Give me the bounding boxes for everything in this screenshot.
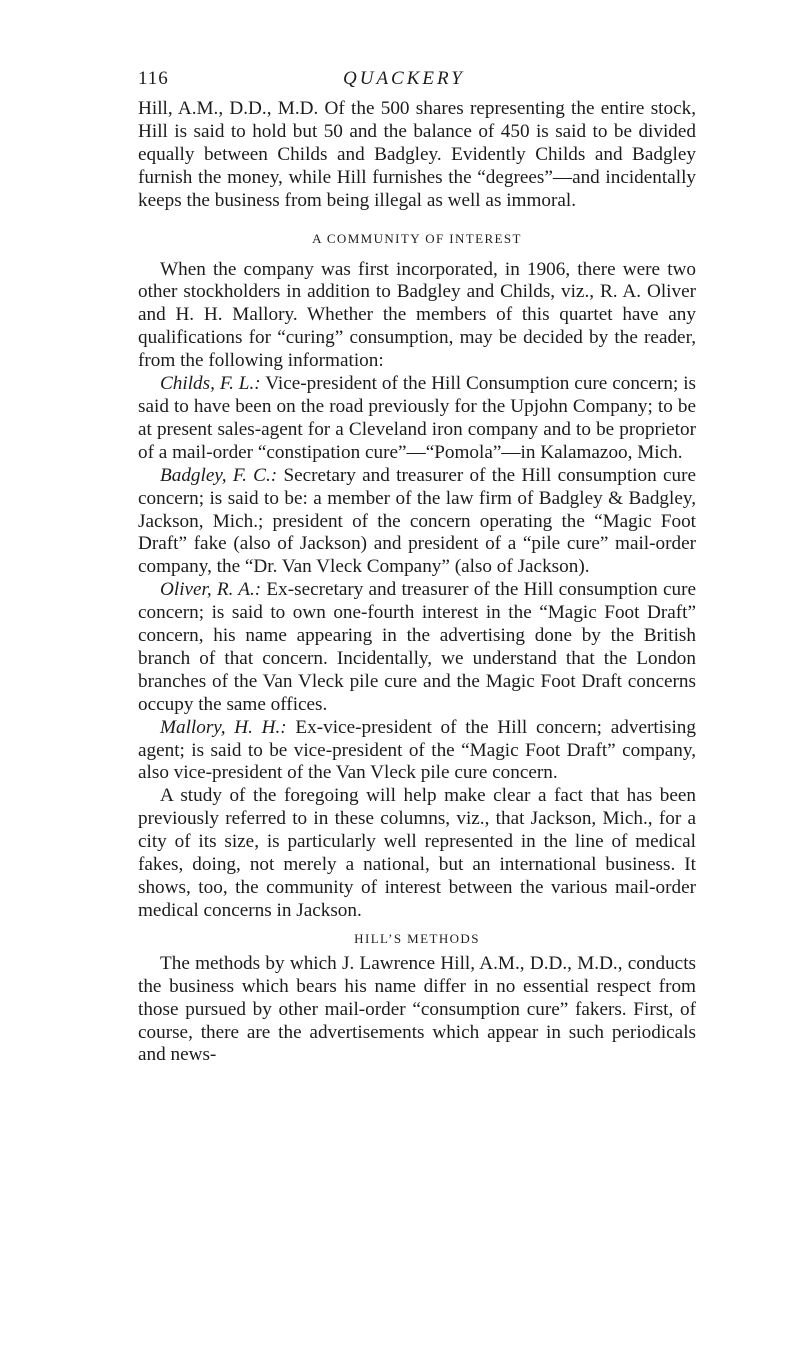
- entry-oliver: [138, 579, 696, 716]
- intro-paragraph: Hill, A.M., D.D., M.D. Of the 500 shares representing the entire stock, Hill is said to hold but 50 and the balance of 450 is said to be divided equally between Childs and Badgley. Evidently Childs and Badgley furnish the money, while Hill furnishes the “degrees”—and incidentally keeps the business from being illegal as well as immoral.: [138, 98, 696, 211]
- section1-closing-paragraph: A study of the foregoing will help make clear a fact that has been previously referred to in these columns, viz., that Jackson, Mich., for a city of its size, is particularly well represented in the line of medical fakes, doing, not merely a national, but an international business. It shows, too, the community of interest between the various mail-order medical concerns in Jackson.: [138, 785, 696, 921]
- entry-text: Ex-secretary and treasurer of the Hill consumption cure concern; is said to own one-fourth interest in the “Magic Foot Draft” concern, his name appearing in the advertising done by the British branch of that concern. Incidentally, we understand that the London branches of the Van Vleck pile cure and the Magic Foot Draft concerns occupy the same offices.: [138, 579, 697, 715]
- section-heading-hills-methods: HILL’S METHODS: [354, 930, 480, 946]
- entry-mallory: [138, 717, 696, 786]
- page-number: 116: [138, 68, 169, 89]
- entry-text: Vice-president of the Hill Consumption cure concern; is said to have been on the road previously for the Upjohn Company; to be at present sales-agent for a Cleveland iron company and to be proprietor of a mail-order “constipation cure”—“Pomola”—in Kalamazoo, Mich.: [138, 373, 697, 463]
- entry-name: Oliver, R. A.:: [160, 579, 262, 601]
- section1-paragraph: When the company was first incorporated, in 1906, there were two other stockholders in addition to Badgley and Childs, viz., R. A. Oliver and H. H. Mallory. Whether the members of this quartet have any qualifications for “curing” consumption, may be decided by the reader, from the following information:: [138, 258, 696, 372]
- entry-badgley: [138, 465, 696, 580]
- section2-paragraph: The methods by which J. Lawrence Hill, A.M., D.D., M.D., conducts the business which bears his name differ in no essential respect from those pursued by other mail-order “consumption cure” fakers. First, of course, there are the advertisements which appear in such periodicals and news-: [138, 952, 696, 1066]
- entry-childs: [138, 373, 696, 465]
- book-page: [138, 68, 696, 1067]
- entry-name: Badgley, F. C.:: [160, 464, 278, 486]
- running-head: [138, 68, 696, 98]
- running-title: QUACKERY: [343, 68, 465, 89]
- section-heading-community-of-interest: A COMMUNITY OF INTEREST: [312, 230, 522, 246]
- entry-name: Childs, F. L.:: [160, 373, 261, 395]
- entry-name: Mallory, H. H.:: [160, 716, 287, 738]
- entry-text: Ex-vice-president of the Hill concern; advertising agent; is said to be vice-president of the “Magic Foot Draft” company, also vice-president of the Van Vleck pile cure concern.: [138, 716, 696, 784]
- entry-text: Secretary and treasurer of the Hill consumption cure concern; is said to be: a member of the law firm of Badgley & Badgley, Jackson, Mich.; president of the concern operating the “Magic Foot Draft” fake (also of Jackson) and president of a “pile cure” mail-order company, the “Dr. Van Vleck Company” (also of Jackson).: [138, 464, 696, 578]
